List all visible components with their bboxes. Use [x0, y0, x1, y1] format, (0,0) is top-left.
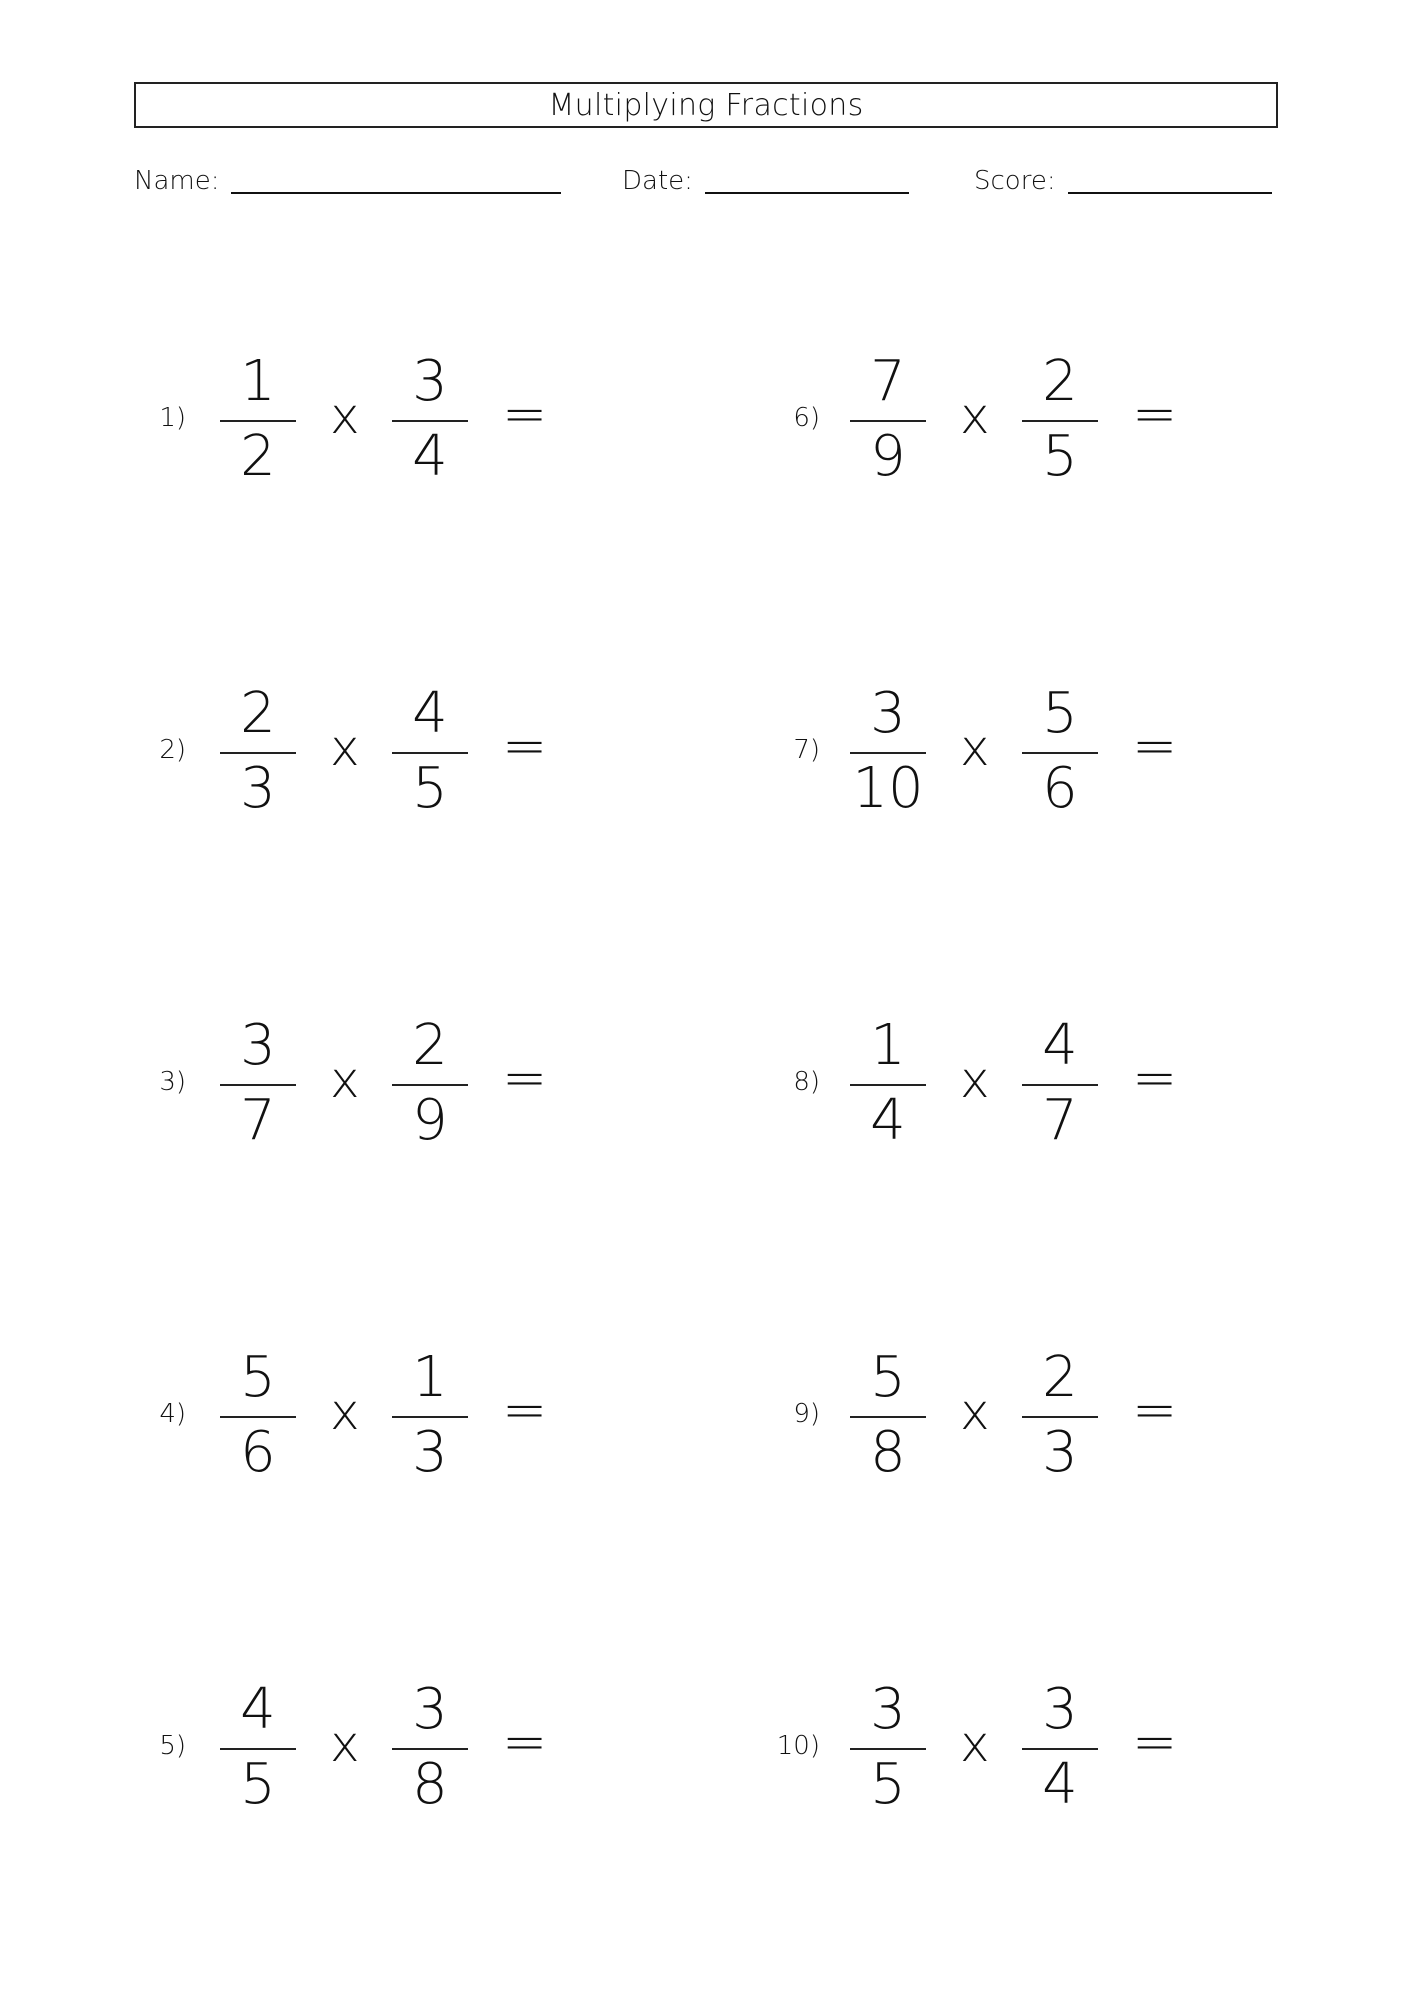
fraction-a [220, 672, 296, 832]
multiply-sign: x [960, 1051, 990, 1109]
fraction-bar [850, 1416, 926, 1418]
numerator: 3 [412, 349, 448, 414]
problem-number: 2) [159, 735, 186, 765]
equals-sign: = [1132, 1046, 1178, 1109]
fraction-b [1022, 672, 1098, 832]
denominator: 4 [870, 1088, 906, 1153]
numerator: 4 [240, 1677, 276, 1742]
fraction-bar [392, 1748, 468, 1750]
numerator: 1 [412, 1345, 448, 1410]
denominator: 5 [240, 1752, 276, 1817]
equals-sign: = [1132, 382, 1178, 445]
title-text: Multiplying Fractions [548, 87, 864, 123]
equals-sign: = [502, 1710, 548, 1773]
numerator: 5 [870, 1345, 906, 1410]
problem-number: 3) [159, 1067, 186, 1097]
fraction-b [392, 1336, 468, 1496]
fraction-bar [1022, 1084, 1098, 1086]
multiply-sign: x [330, 387, 360, 445]
fraction-bar [392, 1416, 468, 1418]
problem-number: 6) [793, 403, 820, 433]
problem-number: 5) [159, 1731, 186, 1761]
numerator: 3 [1042, 1677, 1078, 1742]
fraction-b [392, 340, 468, 500]
denominator: 9 [870, 424, 906, 489]
fraction-bar [392, 1084, 468, 1086]
score-field [974, 160, 1272, 200]
problem-5 [130, 1668, 650, 1828]
name-line[interactable] [231, 190, 561, 194]
equals-sign: = [1132, 714, 1178, 777]
multiply-sign: x [960, 387, 990, 445]
numerator: 3 [870, 1677, 906, 1742]
fraction-bar [850, 752, 926, 754]
score-label: Score: [974, 166, 1056, 196]
numerator: 4 [412, 681, 448, 746]
numerator: 4 [1042, 1013, 1078, 1078]
numerator: 3 [412, 1677, 448, 1742]
date-line[interactable] [705, 190, 909, 194]
problem-number: 8) [793, 1067, 820, 1097]
numerator: 5 [1042, 681, 1078, 746]
problem-number: 1) [159, 403, 186, 433]
numerator: 2 [240, 681, 276, 746]
denominator: 5 [412, 756, 448, 821]
equals-sign: = [502, 714, 548, 777]
fraction-bar [392, 752, 468, 754]
numerator: 2 [1042, 1345, 1078, 1410]
fraction-a [220, 340, 296, 500]
multiply-sign: x [960, 1715, 990, 1773]
fraction-bar [850, 1748, 926, 1750]
problem-9 [760, 1336, 1280, 1496]
denominator: 6 [240, 1420, 276, 1485]
numerator: 5 [240, 1345, 276, 1410]
denominator: 3 [412, 1420, 448, 1485]
fraction-bar [220, 1416, 296, 1418]
date-label: Date: [622, 166, 693, 196]
fraction-b [1022, 1668, 1098, 1828]
fraction-bar [220, 1748, 296, 1750]
numerator: 7 [870, 349, 906, 414]
multiply-sign: x [330, 1715, 360, 1773]
fraction-a [220, 1004, 296, 1164]
problem-6 [760, 340, 1280, 500]
equals-sign: = [1132, 1378, 1178, 1441]
denominator: 8 [412, 1752, 448, 1817]
denominator: 4 [1042, 1752, 1078, 1817]
problem-1 [130, 340, 650, 500]
problem-number: 10) [776, 1731, 820, 1761]
fraction-a [220, 1336, 296, 1496]
problem-3 [130, 1004, 650, 1164]
equals-sign: = [502, 382, 548, 445]
problem-8 [760, 1004, 1280, 1164]
numerator: 3 [870, 681, 906, 746]
fraction-bar [1022, 1416, 1098, 1418]
name-field [134, 160, 561, 200]
problem-number: 7) [793, 735, 820, 765]
denominator: 10 [852, 756, 924, 821]
denominator: 4 [412, 424, 448, 489]
fraction-bar [850, 1084, 926, 1086]
denominator: 7 [1042, 1088, 1078, 1153]
fraction-a [850, 1668, 926, 1828]
numerator: 3 [240, 1013, 276, 1078]
denominator: 6 [1042, 756, 1078, 821]
problem-2 [130, 672, 650, 832]
fraction-a [850, 1336, 926, 1496]
problem-number: 9) [793, 1399, 820, 1429]
fraction-bar [850, 420, 926, 422]
denominator: 8 [870, 1420, 906, 1485]
fraction-bar [1022, 1748, 1098, 1750]
fraction-b [1022, 340, 1098, 500]
fraction-bar [1022, 420, 1098, 422]
fraction-bar [220, 752, 296, 754]
denominator: 3 [240, 756, 276, 821]
name-label: Name: [134, 166, 220, 196]
multiply-sign: x [960, 719, 990, 777]
fraction-b [1022, 1004, 1098, 1164]
fraction-a [220, 1668, 296, 1828]
problem-number: 4) [159, 1399, 186, 1429]
fraction-a [850, 672, 926, 832]
fraction-a [850, 340, 926, 500]
fraction-bar [220, 420, 296, 422]
multiply-sign: x [960, 1383, 990, 1441]
denominator: 9 [412, 1088, 448, 1153]
fraction-b [392, 1004, 468, 1164]
fraction-a [850, 1004, 926, 1164]
score-line[interactable] [1068, 190, 1272, 194]
fraction-bar [1022, 752, 1098, 754]
fraction-b [392, 672, 468, 832]
numerator: 2 [1042, 349, 1078, 414]
fraction-bar [392, 420, 468, 422]
problem-4 [130, 1336, 650, 1496]
denominator: 5 [1042, 424, 1078, 489]
date-field [622, 160, 909, 200]
denominator: 5 [870, 1752, 906, 1817]
multiply-sign: x [330, 719, 360, 777]
equals-sign: = [1132, 1710, 1178, 1773]
numerator: 1 [240, 349, 276, 414]
worksheet-title [134, 82, 1278, 128]
problem-10 [760, 1668, 1280, 1828]
denominator: 3 [1042, 1420, 1078, 1485]
multiply-sign: x [330, 1051, 360, 1109]
problem-7 [760, 672, 1280, 832]
multiply-sign: x [330, 1383, 360, 1441]
denominator: 7 [240, 1088, 276, 1153]
fraction-bar [220, 1084, 296, 1086]
fraction-b [392, 1668, 468, 1828]
denominator: 2 [240, 424, 276, 489]
fraction-b [1022, 1336, 1098, 1496]
equals-sign: = [502, 1378, 548, 1441]
numerator: 2 [412, 1013, 448, 1078]
equals-sign: = [502, 1046, 548, 1109]
numerator: 1 [870, 1013, 906, 1078]
